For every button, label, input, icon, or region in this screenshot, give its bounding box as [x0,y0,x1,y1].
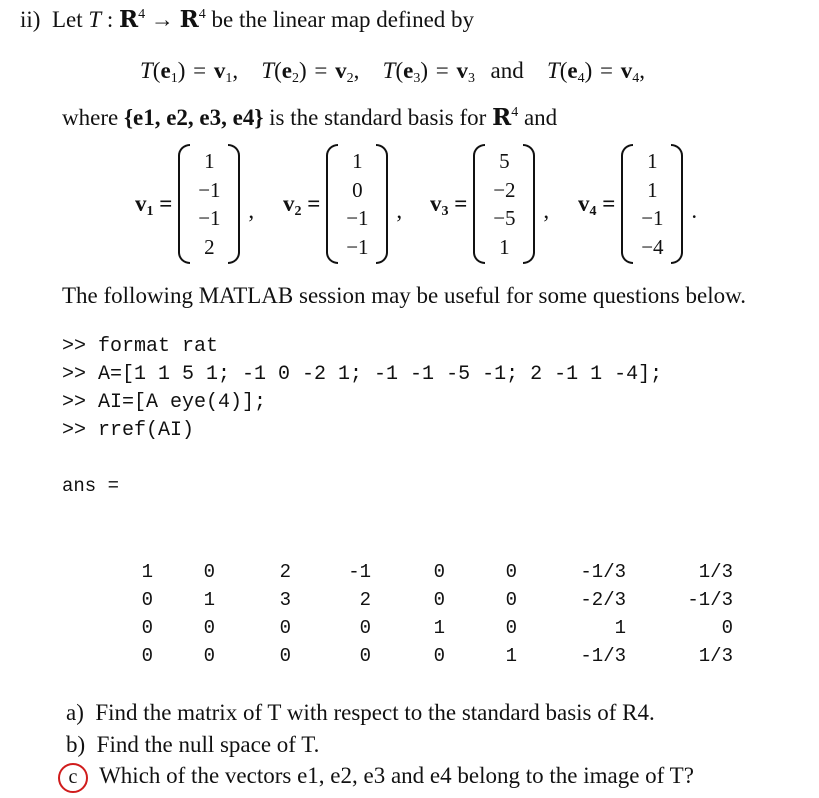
matrix-cell: 3 [279,589,291,611]
matrix-cell: 0 [141,645,153,667]
matrix-cell: -1 [348,561,371,583]
matrix-cell: 0 [203,561,215,583]
matlab-line-1: >> format rat [62,335,219,358]
basis-set: {e1, e2, e3, e4} [123,105,264,130]
left-paren [178,144,190,264]
matrix-cell: 0 [721,617,733,639]
matrix-cell: 0 [279,617,291,639]
matrix-cell: 1 [505,645,517,667]
question-a [66,700,655,726]
circled-label-c: c [58,763,88,793]
matrix-cell: 0 [203,645,215,667]
vector-v3: $v_3$ = 5 −2 −5 1 , [430,143,555,265]
map-definitions [140,58,645,84]
left-paren [473,144,485,264]
matrix-cell: 0 [141,617,153,639]
matrix-cell: 0 [505,617,517,639]
ans-label: ans = [62,475,120,497]
matrix-cell: -1/3 [580,561,626,583]
matrix-cell: 0 [279,645,291,667]
vector-entries: 5 −2 −5 1 [493,149,516,259]
matrix-cell: 1 [141,561,153,583]
def-2: $T(e_2) = v_2$, [261,58,360,86]
right-paren [671,144,683,264]
question-c [66,763,694,793]
matrix-cell: 1/3 [698,645,733,667]
left-paren [326,144,338,264]
matrix-cell: 1 [433,617,445,639]
vector-entries: 1 0 −1 −1 [346,149,369,259]
vector-v4: $v_4$ = 1 1 −1 −4 . [578,143,703,265]
matrix-cell: 2 [279,561,291,583]
def-4: $T(e_4) = v_4$, [546,58,646,86]
matrix-cell: 0 [505,589,517,611]
matlab-line-3: >> AI=[A eye(4)]; [62,391,267,414]
def-1: $T(e_1) = v_1$, [140,58,239,86]
matrix-cell: 2 [359,589,371,611]
matrix-cell: 1 [614,617,626,639]
vector-entries: 1 −1 −1 2 [198,149,221,259]
question-text: Find the null space of T. [96,732,320,757]
question-label: b) [66,732,86,757]
matrix-cell: 0 [359,617,371,639]
matlab-intro: The following MATLAB session may be useful for some questions below. [62,283,746,308]
matrix-cell: 0 [359,645,371,667]
part-label: ii) [20,7,41,32]
question-b [66,732,319,758]
right-paren [523,144,535,264]
matrix-cell: 0 [433,561,445,583]
matrix-cell: 0 [433,645,445,667]
matrix-cell: -2/3 [580,589,626,611]
intro-line: ii) Let T : $R^4 \to R^4$ be the linear map defined by [20,6,475,33]
matrix-cell: 0 [203,617,215,639]
vector-v2: $v_2$ = 1 0 −1 −1 , [283,143,408,265]
matrix-cell: -1/3 [580,645,626,667]
basis-line: where {e1, e2, e3, e4} is the standard basis for $R^4$ and [62,104,558,131]
matrix-cell: 1/3 [698,561,733,583]
right-paren [376,144,388,264]
question-text: Which of the vectors e1, e2, e3 and e4 belong to the image of T? [99,763,694,788]
vector-entries: 1 1 −1 −4 [641,149,664,259]
matrix-cell: 0 [433,589,445,611]
matrix-cell: 1 [203,589,215,611]
matrix-cell: 0 [505,561,517,583]
def-3: $T(e_3) = v_3$ and [382,58,524,86]
matlab-line-4: >> rref(AI) [62,419,195,442]
matrix-cell: -1/3 [687,589,733,611]
vector-v1: $v_1$ = 1 −1 −1 2 , [135,143,260,265]
matrix-cell: 0 [141,589,153,611]
left-paren [621,144,633,264]
question-label: a) [66,700,84,725]
question-text: Find the matrix of T with respect to the standard basis of R4. [95,700,655,725]
matlab-line-2: >> A=[1 1 5 1; -1 0 -2 1; -1 -1 -5 -1; 2 -1 1 -4]; [62,363,663,386]
right-paren [228,144,240,264]
